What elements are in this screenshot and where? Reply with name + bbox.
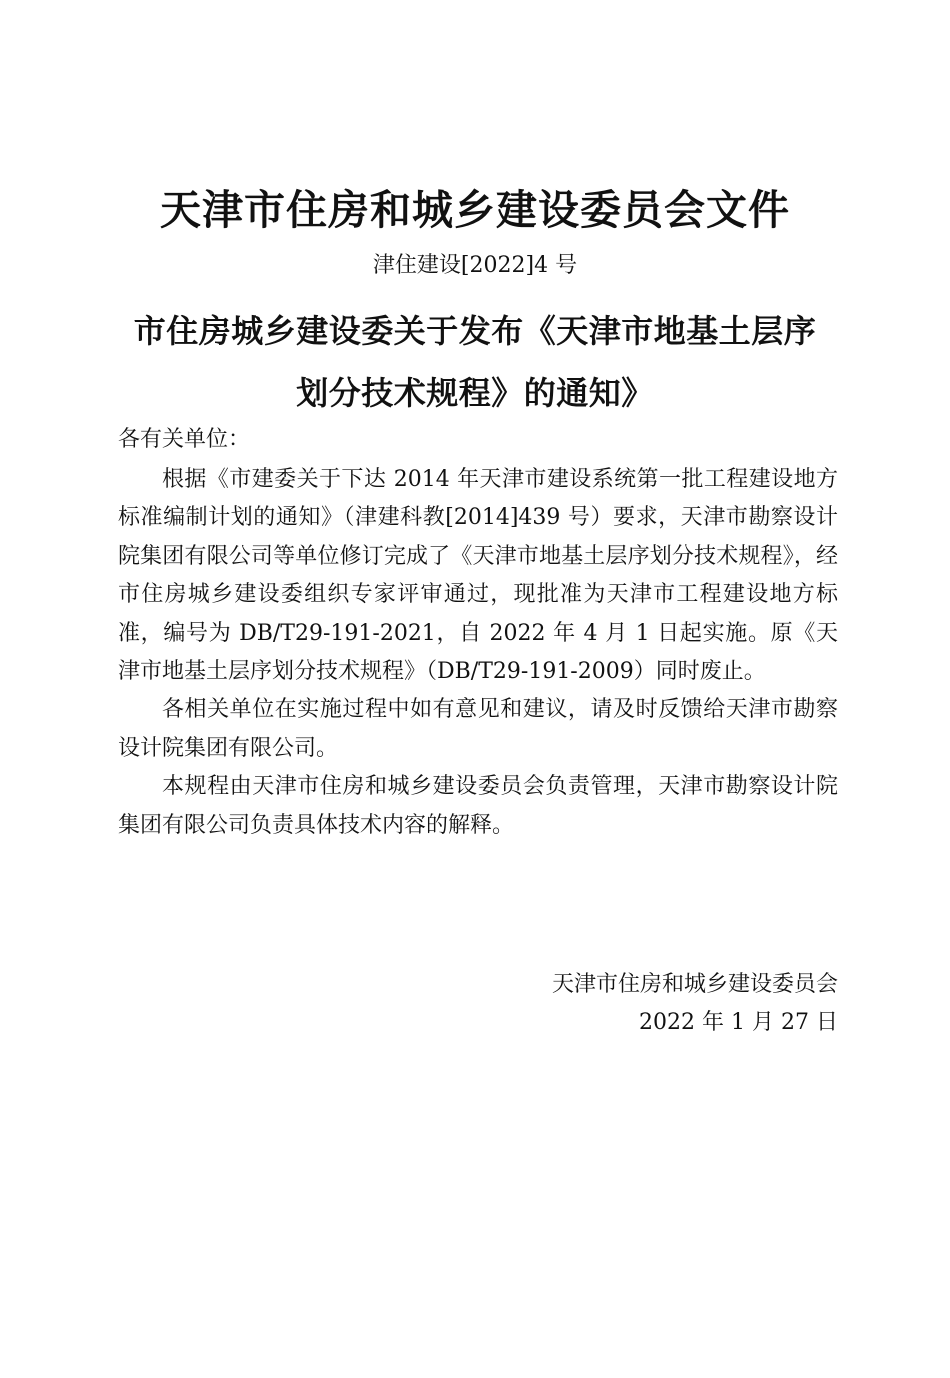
salutation: 各有关单位： [118, 427, 251, 452]
body-paragraph-2: 各相关单位在实施过程中如有意见和建议，请及时反馈给天津市勘察设计院集团有限公司。 [118, 697, 838, 761]
notice-title-line-1: 市住房城乡建设委关于发布《天津市地基土层序 [133, 312, 817, 350]
body-paragraph-3: 本规程由天津市住房和城乡建设委员会负责管理，天津市勘察设计院集团有限公司负责具体技术内容的解释。 [118, 774, 838, 838]
issuer-title: 天津市住房和城乡建设委员会文件 [160, 186, 790, 234]
signature-date: 2022 年 1 月 27 日 [639, 1010, 838, 1035]
signature-organization: 天津市住房和城乡建设委员会 [551, 972, 838, 997]
body-paragraph-1: 根据《市建委关于下达 2014 年天津市建设系统第一批工程建设地方标准编制计划的通知》（津建科教[2014]439 号）要求，天津市勘察设计院集团有限公司等单位修订完成了《天津市地基土层序划分技术规程》，经市住房城乡建设委组织专家评审通过，现批准为天津市工程建设地方标准，编号为 DB/T29-191-2021，自 2022 年 4 月 1 日起实施。原《天津市地基土层序划分技术规程》（DB/T29-191-2009）同时废止。 [118, 467, 838, 685]
document-number: 津住建设[2022]4 号 [372, 253, 578, 278]
notice-body [118, 461, 838, 845]
notice-title-line-2: 划分技术规程》的通知》 [296, 374, 654, 412]
notice-title [110, 300, 840, 424]
signature-block [552, 966, 838, 1042]
